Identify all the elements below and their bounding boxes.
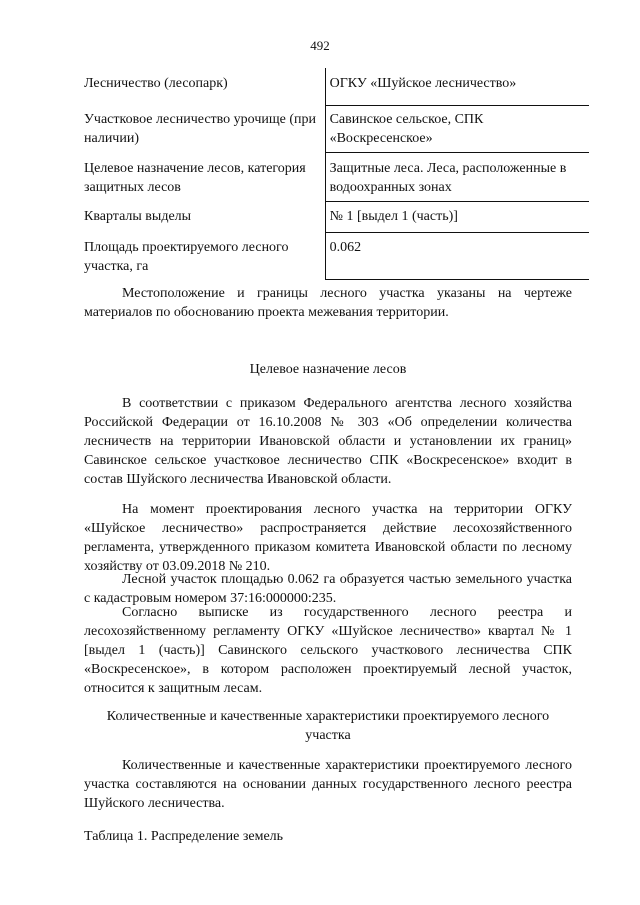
table-row bbox=[84, 233, 589, 280]
table-row bbox=[84, 202, 589, 233]
paragraph-regulation: На момент проектирования лесного участка на территории ОГКУ «Шуйское лесничество» распространяется действие лесохозяйственного регламента, утвержденного приказом комитета Ивановской области по лесному хозяйству от 03.09.2018 № 210. bbox=[84, 502, 572, 574]
row-value: 0.062 bbox=[325, 233, 589, 280]
row-value: Савинское сельское, СПК «Воскресенское» bbox=[325, 106, 589, 153]
row-label: Площадь проектируемого лесного участка, га bbox=[84, 239, 289, 274]
section-heading-characteristics: Количественные и качественные характеристики проектируемого лесного участка bbox=[106, 709, 550, 743]
row-label: Участковое лесничество урочище (при наличии) bbox=[84, 111, 316, 146]
row-label: Целевое назначение лесов, категория защитных лесов bbox=[84, 160, 306, 195]
page-number: 492 bbox=[310, 38, 330, 53]
forest-info-table bbox=[84, 68, 589, 280]
paragraph-area: Лесной участок площадью 0.062 га образуется частью земельного участка с кадастровым номером 37:16:000000:235. bbox=[84, 572, 572, 606]
row-value: № 1 [выдел 1 (часть)] bbox=[325, 202, 589, 233]
section-heading-purpose: Целевое назначение лесов bbox=[249, 362, 407, 377]
table-caption: Таблица 1. Распределение земель bbox=[84, 829, 284, 844]
row-label: Лесничество (лесопарк) bbox=[84, 76, 228, 91]
table-row bbox=[84, 106, 589, 153]
location-note: Местоположение и границы лесного участка указаны на чертеже материалов по обоснованию проекта межевания территории. bbox=[84, 286, 572, 320]
table-row bbox=[84, 153, 589, 202]
row-label: Кварталы выделы bbox=[84, 208, 192, 224]
paragraph-order: В соответствии с приказом Федерального агентства лесного хозяйства Российской Федерации от 16.10.2008 № 303 «Об определении количества лесничеств на территории Ивановской области и установлении их границ» Савинское сельское участковое лесничество СПК «Воскресенское» входит в состав Шуйского лесничества Ивановской области. bbox=[84, 396, 572, 487]
paragraph-characteristics: Количественные и качественные характеристики проектируемого лесного участка составляются на основании данных государственного лесного реестра Шуйского лесничества. bbox=[84, 758, 572, 811]
row-value: Защитные леса. Леса, расположенные в водоохранных зонах bbox=[325, 153, 589, 202]
paragraph-protected: Согласно выписке из государственного лесного реестра и лесохозяйственному регламенту ОГКУ «Шуйское лесничество» квартал № 1 [выдел 1 (часть)] Савинского сельского участкового лесничества СПК «Воскресенское», в котором расположен проектируемый лесной участок, относится к защитным лесам. bbox=[84, 605, 572, 696]
table-row bbox=[84, 68, 589, 106]
row-value: ОГКУ «Шуйское лесничество» bbox=[325, 68, 589, 106]
